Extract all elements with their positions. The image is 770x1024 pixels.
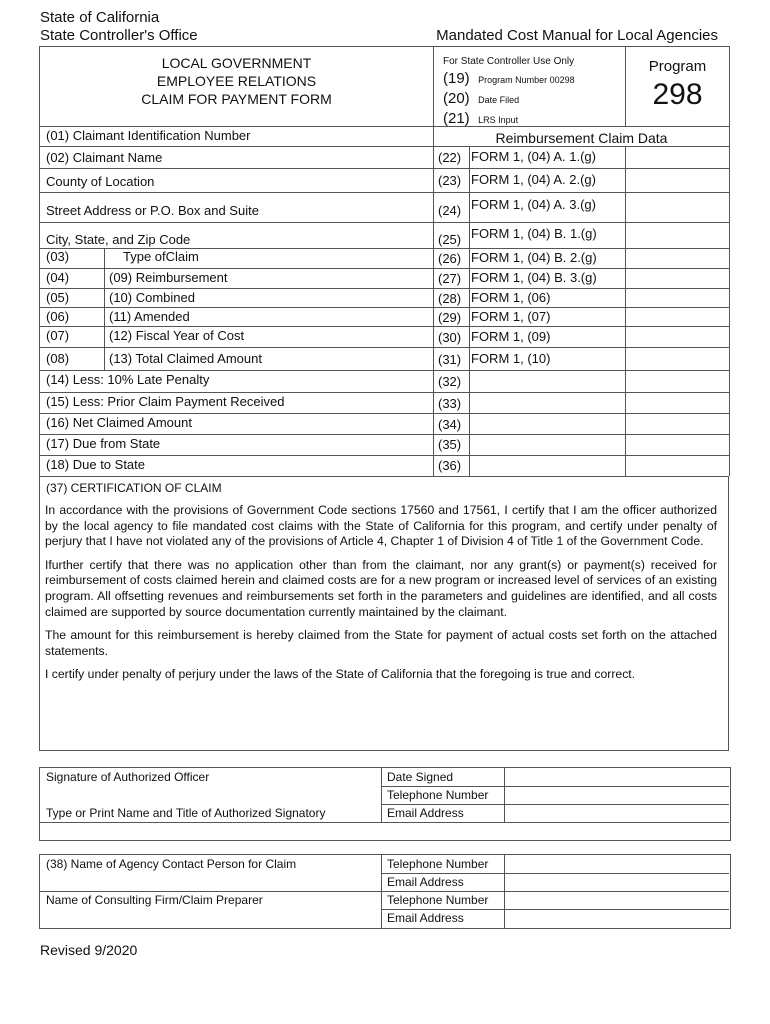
- telephone-label: Telephone Number: [387, 893, 489, 907]
- type-row-num: (05): [46, 290, 70, 305]
- reimb-row-label: FORM 1, (06): [471, 290, 551, 305]
- controller-use-label: For State Controller Use Only: [443, 56, 575, 67]
- reimb-row-num: (25): [438, 232, 462, 247]
- reimb-row-num: (29): [438, 310, 462, 325]
- office-name: State Controller's Office: [40, 27, 198, 44]
- reimb-row-num: (27): [438, 271, 462, 286]
- reimb-row-num: (35): [438, 437, 462, 452]
- controller-row-19: (19) Program Number 00298: [443, 70, 575, 87]
- type-row-num: (07): [46, 328, 70, 343]
- email-label: Email Address: [387, 806, 464, 820]
- certification-paragraph: I certify under penalty of perjury under the laws of the State of California that the foregoing is true and correct.: [45, 667, 636, 682]
- late-penalty-label: (14) Less: 10% Late Penalty: [46, 372, 210, 387]
- agency-contact-label: (38) Name of Agency Contact Person for Claim: [46, 857, 297, 871]
- due-from-state-label: (17) Due from State: [46, 436, 161, 451]
- city-label: City, State, and Zip Code: [46, 232, 191, 247]
- form-title-line-3: CLAIM FOR PAYMENT FORM: [141, 91, 332, 107]
- reimb-row-label: FORM 1, (04) B. 1.(g): [471, 226, 597, 241]
- reimb-row-num: (26): [438, 251, 462, 266]
- reimb-row-num: (24): [438, 203, 462, 218]
- telephone-label: Telephone Number: [387, 857, 489, 871]
- reimb-row-label: FORM 1, (04) A. 1.(g): [471, 149, 596, 164]
- reimb-row-label: FORM 1, (07): [471, 309, 551, 324]
- reimb-row-num: (31): [438, 352, 462, 367]
- claimant-id-label: (01) Claimant Identification Number: [46, 128, 251, 143]
- consulting-firm-label: Name of Consulting Firm/Claim Preparer: [46, 893, 263, 907]
- revised-date: Revised 9/2020: [40, 942, 138, 958]
- form-title-line-2: EMPLOYEE RELATIONS: [156, 73, 317, 89]
- type-row-num: (04): [46, 270, 70, 285]
- fiscal-year-label: (12) Fiscal Year of Cost: [109, 328, 245, 343]
- reimb-row-num: (32): [438, 374, 462, 389]
- program-label: Program: [648, 58, 707, 75]
- print-name-label: Type or Print Name and Title of Authorized Signatory: [46, 806, 326, 820]
- county-label: County of Location: [46, 174, 155, 189]
- reimb-row-label: FORM 1, (04) B. 3.(g): [471, 270, 597, 285]
- reimb-row-label: FORM 1, (10): [471, 351, 551, 366]
- reimb-row-num: (22): [438, 150, 462, 165]
- reimb-row-num: (23): [438, 173, 462, 188]
- reimbursement-label: (09) Reimbursement: [109, 270, 228, 285]
- reimb-row-label: FORM 1, (09): [471, 329, 551, 344]
- prior-payment-label: (15) Less: Prior Claim Payment Received: [46, 394, 285, 409]
- due-to-state-label: (18) Due to State: [46, 457, 145, 472]
- certification-paragraph: Ifurther certify that there was no application other than from the claimant, nor any grant(s) or payment(s) received for reimbursement of costs claimed herein and claimed costs are for a new program or increased level of services of an existing program. All offsetting revenues and reimbursements set forth in the parameters and guidelines are identified, and all costs claimed are supported by source documentation currently maintained by the claimant.: [45, 557, 717, 619]
- total-claimed-label: (13) Total Claimed Amount: [109, 351, 262, 366]
- reimb-row-num: (28): [438, 291, 462, 306]
- signature-officer-label: Signature of Authorized Officer: [46, 770, 210, 784]
- controller-row-20: (20) Date Filed: [443, 90, 520, 107]
- combined-label: (10) Combined: [109, 290, 195, 305]
- reimb-row-label: FORM 1, (04) A. 3.(g): [471, 197, 596, 212]
- net-claimed-label: (16) Net Claimed Amount: [46, 415, 192, 430]
- form-title-line-1: LOCAL GOVERNMENT: [161, 55, 312, 71]
- claimant-name-label: (02) Claimant Name: [46, 150, 163, 165]
- certification-title: (37) CERTIFICATION OF CLAIM: [46, 481, 222, 495]
- email-label: Email Address: [387, 911, 464, 925]
- type-row-num: (06): [46, 309, 70, 324]
- reimb-row-label: FORM 1, (04) A. 2.(g): [471, 172, 596, 187]
- telephone-label: Telephone Number: [387, 788, 489, 802]
- certification-text: [45, 503, 717, 691]
- state-name: State of California: [40, 9, 160, 26]
- program-number: 298: [652, 78, 703, 111]
- date-signed-label: Date Signed: [387, 770, 454, 784]
- type-row-num: (03): [46, 249, 70, 264]
- form-title: [40, 54, 433, 108]
- reimb-row-num: (30): [438, 330, 462, 345]
- email-label: Email Address: [387, 875, 464, 889]
- amended-label: (11) Amended: [109, 309, 190, 324]
- certification-paragraph: The amount for this reimbursement is hereby claimed from the State for payment of actual costs set forth on the attached statements.: [45, 628, 717, 658]
- reimb-row-label: FORM 1, (04) B. 2.(g): [471, 250, 597, 265]
- reimb-row-num: (36): [438, 458, 462, 473]
- reimb-row-num: (34): [438, 417, 462, 432]
- reimbursement-title: Reimbursement Claim Data: [495, 130, 668, 146]
- type-of-claim-label: Type ofClaim: [123, 249, 199, 264]
- controller-row-21: (21) LRS Input: [443, 110, 519, 127]
- reimb-row-num: (33): [438, 396, 462, 411]
- street-label: Street Address or P.O. Box and Suite: [46, 203, 259, 218]
- type-row-num: (08): [46, 351, 70, 366]
- certification-paragraph: In accordance with the provisions of Government Code sections 17560 and 17561, I certify that I am the officer authorized by the local agency to file mandated cost claims with the State of California for this program, and certify under penalty of perjury that I have not violated any of the provisions of Article 4, Chapter 1 of Division 4 of Title 1 of the Government Code.: [45, 503, 717, 549]
- manual-title: Mandated Cost Manual for Local Agencies: [436, 27, 718, 44]
